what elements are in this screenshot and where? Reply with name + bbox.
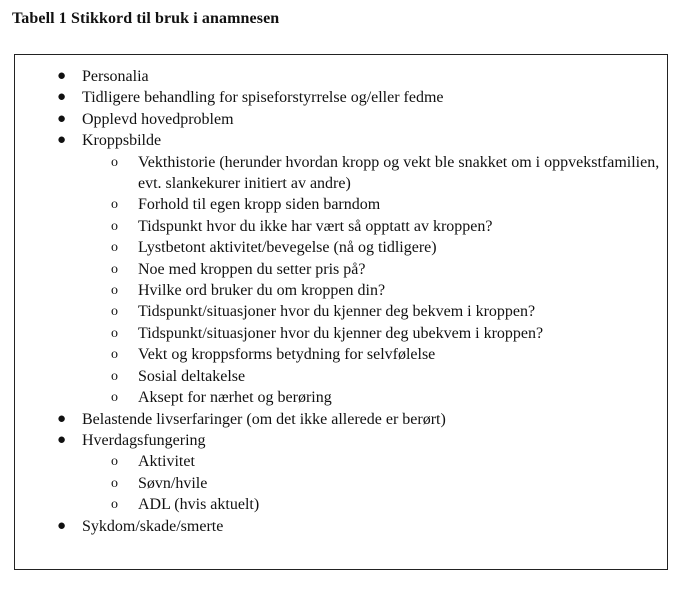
list-item-text: Personalia: [82, 68, 149, 85]
sub-list-item: [15, 473, 667, 494]
list-item-text: Hvilke ord bruker du om kroppen din?: [138, 282, 386, 300]
sub-list-item: [15, 323, 667, 344]
list-item: [15, 66, 667, 87]
list-item-text: Lystbetont aktivitet/bevegelse (nå og tidligere): [138, 239, 437, 257]
list-item-text: Sosial deltakelse: [138, 367, 246, 385]
sub-list-item: [15, 259, 667, 280]
filled-bullet-icon: ●: [57, 517, 67, 534]
list-item: [15, 109, 667, 130]
sub-list-item: [15, 152, 667, 195]
hollow-bullet-icon: o: [111, 197, 118, 213]
sub-list-item: [15, 494, 667, 515]
list-item-text: Aksept for nærhet og berøring: [138, 389, 332, 407]
hollow-bullet-icon: o: [111, 283, 118, 299]
sub-list-item: [15, 387, 667, 408]
list-item-text: ADL (hvis aktuelt): [138, 496, 260, 514]
list-item-text: Kroppsbilde: [82, 132, 162, 150]
filled-bullet-icon: ●: [57, 431, 67, 448]
hollow-bullet-icon: o: [111, 325, 118, 341]
hollow-bullet-icon: o: [111, 304, 118, 320]
sub-list-item: [15, 301, 667, 322]
filled-bullet-icon: ●: [57, 410, 67, 427]
sub-list-item: [15, 194, 667, 215]
sub-list-item: [15, 280, 667, 301]
list-item-text: Søvn/hvile: [138, 474, 208, 492]
sub-list-item: [15, 344, 667, 365]
hollow-bullet-icon: o: [111, 390, 118, 406]
list-item-text: Tidligere behandling for spiseforstyrrelse og/eller fedme: [82, 89, 444, 107]
list-item-text: Forhold til egen kropp siden barndom: [138, 196, 381, 214]
list-item-text: Tidspunkt/situasjoner hvor du kjenner deg ubekvem i kroppen?: [138, 324, 544, 342]
filled-bullet-icon: ●: [57, 132, 67, 149]
hollow-bullet-icon: o: [111, 154, 118, 170]
hollow-bullet-icon: o: [111, 368, 118, 384]
hollow-bullet-icon: o: [111, 475, 118, 491]
list-item-text: Aktivitet: [138, 453, 195, 471]
list-item: [15, 130, 667, 151]
list-item-text: Tidspunkt hvor du ikke har vært så opptatt av kroppen?: [138, 217, 493, 235]
hollow-bullet-icon: o: [111, 497, 118, 513]
filled-bullet-icon: ●: [57, 89, 67, 106]
sub-list-item: [15, 451, 667, 472]
hollow-bullet-icon: o: [111, 454, 118, 470]
list-item-text: Sykdom/skade/smerte: [82, 517, 224, 535]
hollow-bullet-icon: o: [111, 240, 118, 256]
filled-bullet-icon: ●: [57, 110, 67, 127]
filled-bullet-icon: ●: [57, 68, 67, 84]
keyword-box: [14, 54, 668, 570]
sub-list-item: [15, 216, 667, 237]
list-item-text: Noe med kroppen du setter pris på?: [138, 260, 366, 278]
sub-list-item: [15, 237, 667, 258]
list-item-text: Belastende livserfaringer (om det ikke allerede er berørt): [82, 410, 446, 428]
hollow-bullet-icon: o: [111, 218, 118, 234]
hollow-bullet-icon: o: [111, 347, 118, 363]
hollow-bullet-icon: o: [111, 261, 118, 277]
keyword-list: [15, 66, 667, 537]
list-item: [15, 430, 667, 451]
list-item-text: Vekt og kroppsforms betydning for selvfølelse: [138, 346, 436, 364]
list-item-text: Opplevd hovedproblem: [82, 110, 234, 128]
sub-list-item: [15, 366, 667, 387]
list-item-text: Vekthistorie (herunder hvordan kropp og vekt ble snakket om i oppvekstfamilien, evt. slankekurer initiert av andre): [138, 153, 660, 193]
table-title: Tabell 1 Stikkord til bruk i anamnesen: [12, 10, 280, 27]
list-item-text: Hverdagsfungering: [82, 431, 206, 449]
list-item: [15, 87, 667, 108]
list-item-text: Tidspunkt/situasjoner hvor du kjenner deg bekvem i kroppen?: [138, 303, 536, 321]
list-item: [15, 409, 667, 430]
list-item: [15, 516, 667, 537]
